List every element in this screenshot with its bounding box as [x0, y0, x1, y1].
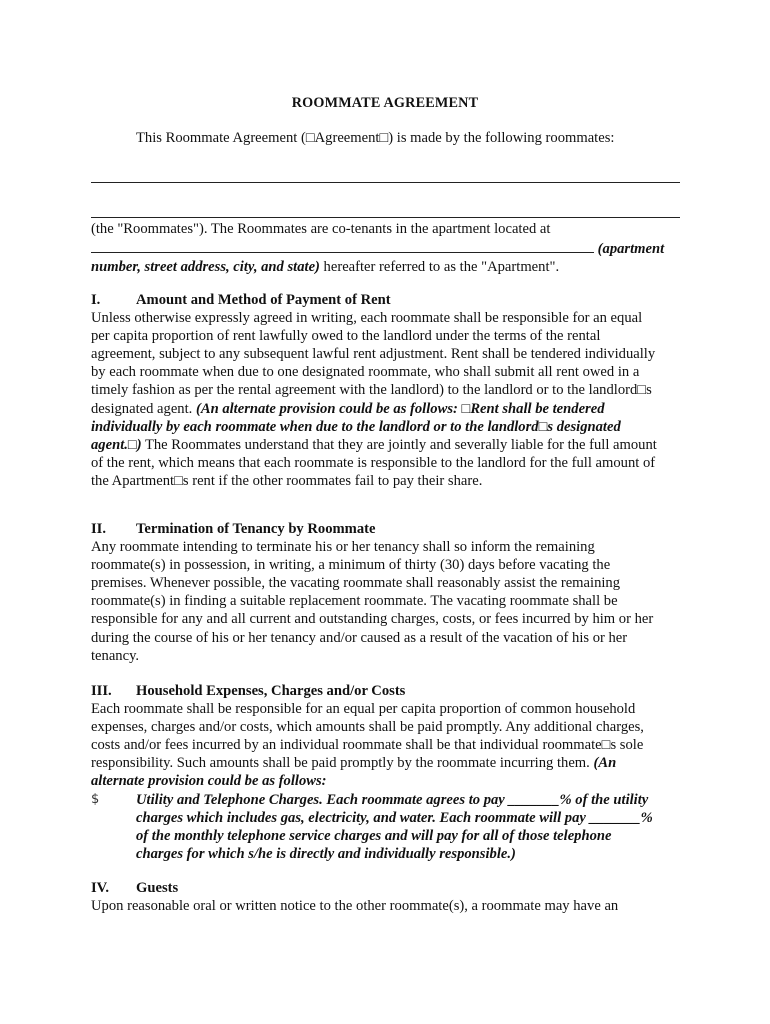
section-4-title: Guests: [136, 880, 179, 896]
section-1-line: Unless otherwise expressly agreed in writing, each roommate shall be responsible for an equal: [91, 310, 643, 327]
section-3-plain-text: responsibility. Such amounts shall be paid promptly by the roommate incurring them.: [91, 755, 594, 772]
alternate-provision-text: alternate provision could be as follows:: [91, 773, 327, 790]
section-2-line: responsible for any and all current and outstanding charges, costs, or fees incurred by him or her: [91, 611, 654, 628]
section-3: [91, 682, 681, 791]
section-1-title: Amount and Method of Payment of Rent: [136, 292, 391, 308]
utility-charges-text: [136, 791, 681, 863]
section-2-line: Any roommate intending to terminate his or her tenancy shall so inform the remaining: [91, 539, 595, 556]
section-2-line: roommate(s) in possession, in writing, a minimum of thirty (30) days before vacating the: [91, 557, 611, 574]
alternate-provision-text: agent.□): [91, 436, 142, 453]
section-3-number: III.: [91, 683, 112, 699]
section-1-line: of the rent, which means that each roommate is responsible to the landlord for the full amount of: [91, 454, 656, 471]
section-2-number: II.: [91, 521, 107, 537]
roommate-names-blank-line-2[interactable]: [91, 217, 680, 218]
alternate-provision-text: individually by each roommate when due to the landlord or to the landlord□s designated: [91, 418, 621, 435]
apartment-address-line: [91, 238, 681, 258]
section-1: [91, 291, 681, 490]
address-format-hint: number, street address, city, and state): [91, 259, 320, 276]
section-3-line: expenses, charges and/or costs, which amounts shall be paid promptly. Any additional charges,: [91, 719, 644, 736]
section-1-plain-text: designated agent.: [91, 400, 196, 417]
roommates-paragraph-line-1: (the "Roommates"). The Roommates are co-tenants in the apartment located at: [91, 221, 551, 237]
intro-sentence: This Roommate Agreement (□Agreement□) is made by the following roommates:: [136, 130, 615, 146]
section-1-line: the Apartment□s rent if the other roommates fail to pay their share.: [91, 472, 483, 489]
section-4-number: IV.: [91, 880, 109, 896]
section-1-heading: [91, 291, 681, 309]
section-3-line: costs and/or fees incurred by an individual roommate shall be that individual roommate□s sole: [91, 737, 644, 754]
utility-charges-line: of the monthly telephone service charges and will pay for all of those telephone: [136, 828, 612, 845]
section-4-line: Upon reasonable oral or written notice to the other roommate(s), a roommate may have an: [91, 898, 619, 915]
section-2-line: tenancy.: [91, 647, 140, 664]
document-title: ROOMMATE AGREEMENT: [291, 95, 479, 111]
utility-charges-bullet: [91, 791, 681, 865]
apartment-definition: hereafter referred to as the "Apartment".: [319, 259, 560, 276]
utility-charges-line: Utility and Telephone Charges. Each roommate agrees to pay _______% of the utility: [136, 792, 649, 808]
roommates-paragraph-line-3: [91, 258, 681, 276]
section-2-heading: [91, 520, 681, 538]
section-1-line: timely fashion as per the rental agreement with the landlord) to the landlord or to the landlord□s: [91, 382, 652, 399]
utility-charges-line: charges which includes gas, electricity, and water. Each roommate will pay _______%: [136, 810, 653, 827]
apartment-address-blank[interactable]: [91, 238, 594, 253]
alternate-provision-text: (An alternate provision could be as follows: □Rent shall be tendered: [195, 400, 605, 417]
section-2-line: premises. Whenever possible, the vacating roommate shall reasonably assist the remaining: [91, 575, 621, 592]
section-3-line: Each roommate shall be responsible for an equal per capita proportion of common household: [91, 701, 636, 718]
section-1-line: by each roommate when due to one designated roommate, who shall submit all rent owed in a: [91, 364, 640, 381]
utility-charges-line: charges for which s/he is directly and individually responsible.): [136, 846, 516, 863]
section-1-plain-text: The Roommates understand that they are jointly and severally liable for the full amount: [141, 436, 657, 453]
section-1-line: [91, 436, 681, 454]
section-4-heading: [91, 879, 681, 897]
section-2: [91, 520, 681, 665]
section-4: [91, 879, 681, 915]
roommates-paragraph: [91, 220, 681, 276]
section-1-line: per capita proportion of rent lawfully owed to the landlord under the terms of the rental: [91, 328, 601, 345]
section-2-line: roommate(s) in finding a suitable replacement roommate. The vacating roommate shall be: [91, 593, 618, 610]
section-2-title: Termination of Tenancy by Roommate: [136, 521, 376, 537]
section-3-heading: [91, 682, 681, 700]
section-2-line: during the course of his or her tenancy and/or caused as a result of the vacation of his or her: [91, 629, 628, 646]
section-3-line: [91, 754, 681, 772]
section-1-number: I.: [91, 292, 101, 308]
section-1-line: [91, 400, 681, 418]
section-3-title: Household Expenses, Charges and/or Costs: [136, 683, 406, 699]
alternate-provision-text: (An: [593, 755, 617, 772]
dollar-bullet-icon: $: [91, 792, 100, 807]
apartment-label: (apartment: [597, 241, 665, 258]
section-1-line: agreement, subject to any subsequent lawful rent adjustment. Rent shall be tendered individually: [91, 346, 656, 363]
roommate-names-blank-line-1[interactable]: [91, 182, 680, 183]
